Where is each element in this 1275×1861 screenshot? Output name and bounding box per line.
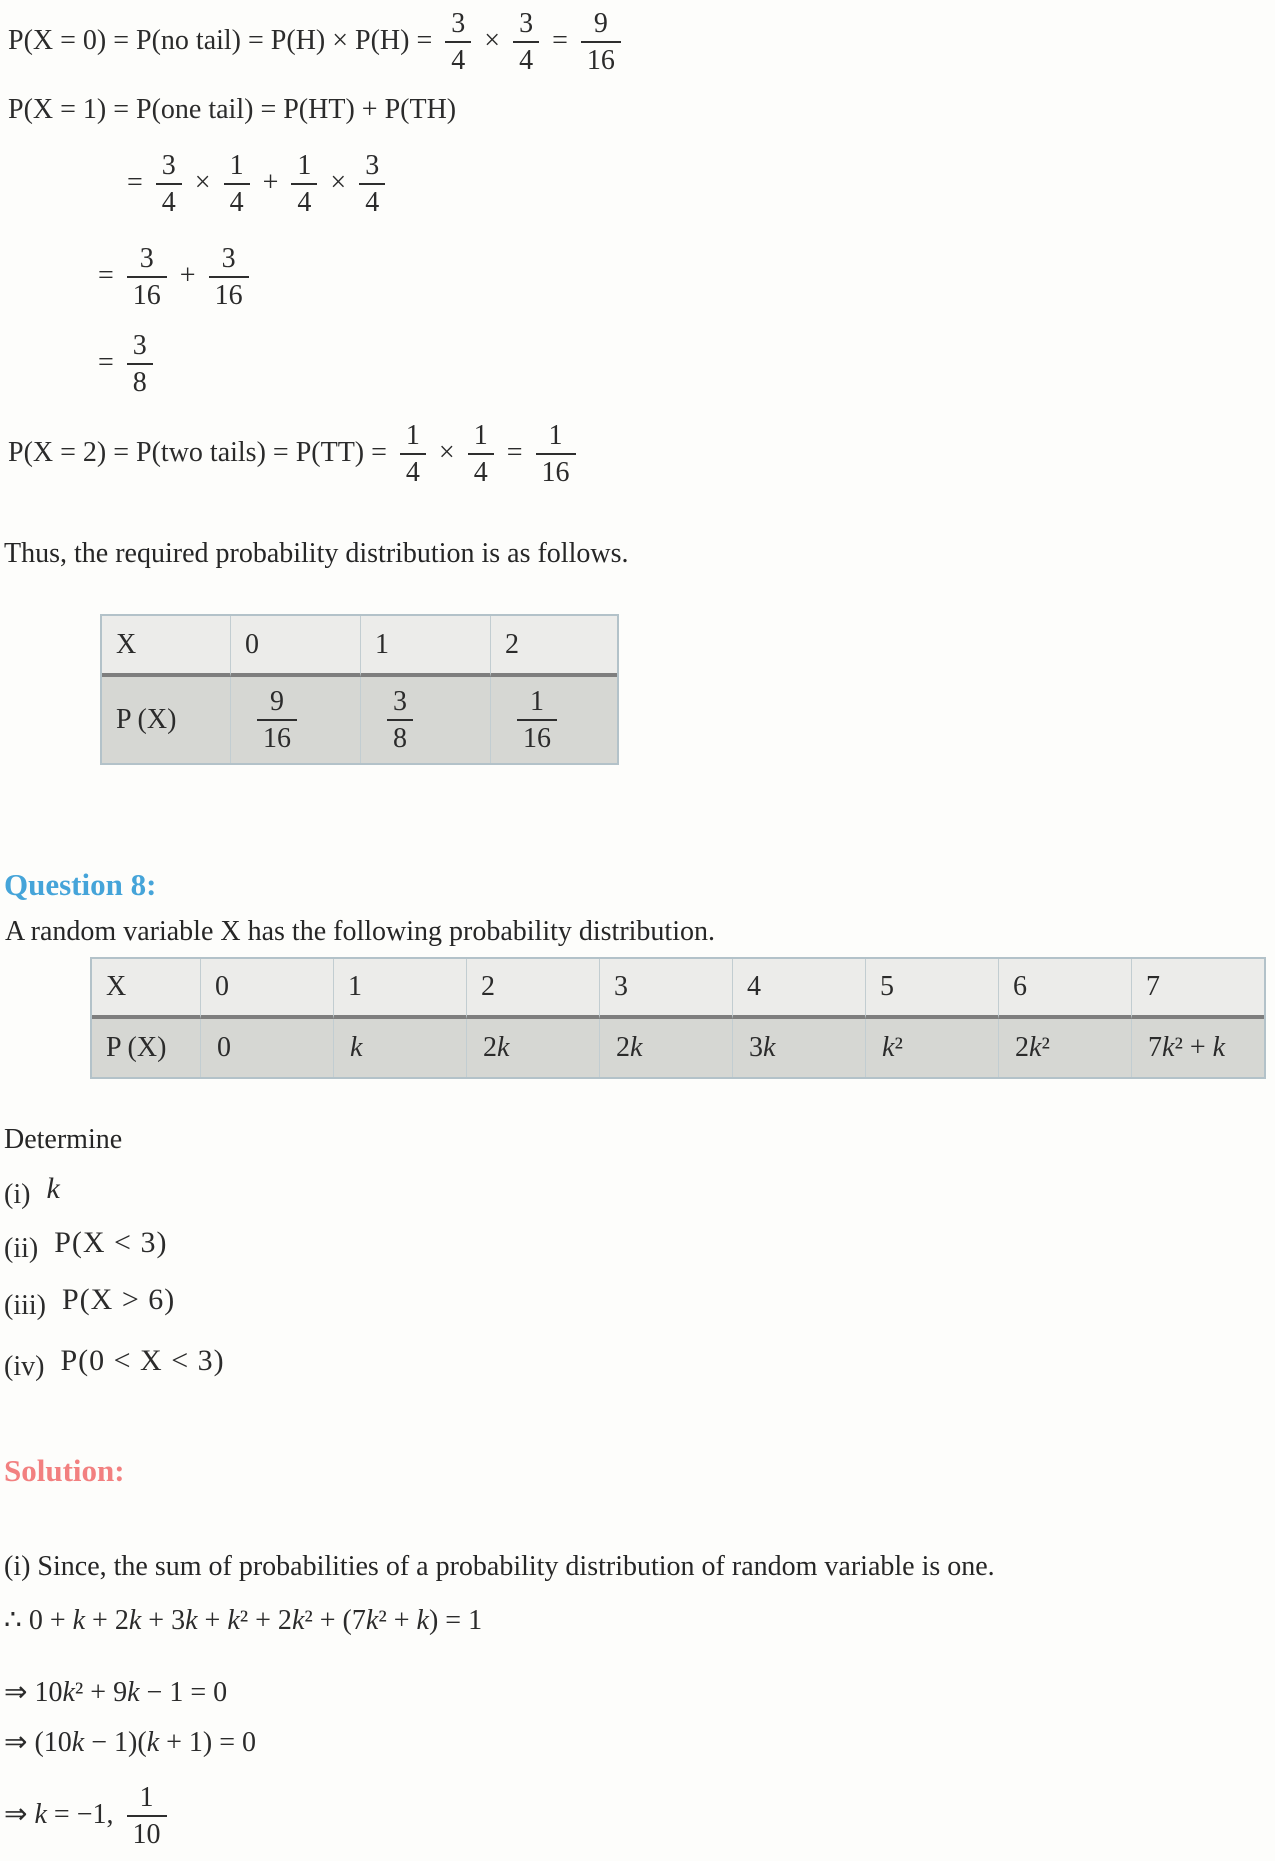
solution-step-factored: ⇒ (10k − 1)(k + 1) = 0 — [4, 1727, 257, 1758]
table1-value-1: $\frac{3}{8}$ — [360, 677, 490, 763]
table2-value-7: 7k² + k — [1131, 1019, 1264, 1077]
table2-header-7: 7 — [1131, 959, 1264, 1019]
determine-item-ii — [4, 1226, 167, 1265]
table2-header-x: X — [92, 959, 200, 1019]
probability-table-1 — [100, 614, 619, 765]
determine-item-i — [4, 1172, 61, 1211]
solution-heading: Solution: — [4, 1453, 125, 1488]
table1-value-2: $\frac{1}{16}$ — [490, 677, 617, 763]
table1-header-1: 1 — [360, 616, 490, 677]
table2-data-row — [92, 1019, 1264, 1077]
solution-step-sum: ∴ 0 + k + 2k + 3k + k² + 2k² + (7k² + k) = 1 — [4, 1605, 483, 1636]
table1-row-label: P (X) — [102, 677, 230, 763]
table2-header-row — [92, 959, 1264, 1019]
table2-header-3: 3 — [599, 959, 732, 1019]
table1-header-0: 0 — [230, 616, 360, 677]
solution-step-quadratic: ⇒ 10k² + 9k − 1 = 0 — [4, 1677, 228, 1708]
item-iii-roman: (iii) — [4, 1290, 46, 1321]
table1-data-row — [102, 677, 617, 763]
table2-header-2: 2 — [466, 959, 599, 1019]
item-iv-math: P(0 < X < 3) — [60, 1344, 225, 1377]
determine-label: Determine — [4, 1124, 123, 1155]
table2-value-1: k — [333, 1019, 466, 1077]
table2-value-4: 3k — [732, 1019, 865, 1077]
determine-item-iii — [4, 1283, 175, 1322]
table2-header-4: 4 — [732, 959, 865, 1019]
item-i-roman: (i) — [4, 1179, 31, 1210]
table2-value-3: 2k — [599, 1019, 732, 1077]
table2-header-6: 6 — [998, 959, 1131, 1019]
thus-text: Thus, the required probability distribution is as follows. — [4, 538, 629, 569]
item-i-math: k — [46, 1172, 61, 1205]
table2-value-5: k² — [865, 1019, 998, 1077]
table1-header-row — [102, 616, 617, 677]
item-ii-roman: (ii) — [4, 1233, 39, 1264]
question-heading: Question 8: — [4, 867, 157, 902]
table1-value-0: $\frac{9}{16}$ — [230, 677, 360, 763]
solution-step-roots: ⇒ k = −1, $\frac{1}{10}$ — [4, 1782, 173, 1851]
table2-header-0: 0 — [200, 959, 333, 1019]
item-iii-math: P(X > 6) — [62, 1283, 176, 1316]
table1-header-x: X — [102, 616, 230, 677]
item-iv-roman: (iv) — [4, 1351, 45, 1382]
equation-px1-step-2: = $\frac{3}{16}$ + $\frac{3}{16}$ — [98, 243, 255, 312]
equation-px0: P(X = 0) = P(no tail) = P(H) × P(H) = $\frac{3}{4}$ × $\frac{3}{4}$ = $\frac{9}{16}$ — [8, 8, 627, 77]
solution-since-text: (i) Since, the sum of probabilities of a probability distribution of random variable is one. — [4, 1551, 995, 1582]
equation-px1-step-1: = $\frac{3}{4}$ × $\frac{1}{4}$ + $\frac{1}{4}$ × $\frac{3}{4}$ — [127, 150, 391, 219]
table2-header-1: 1 — [333, 959, 466, 1019]
probability-table-2 — [90, 957, 1266, 1079]
table2-value-0: 0 — [200, 1019, 333, 1077]
equation-px2: P(X = 2) = P(two tails) = P(TT) = $\frac{1}{4}$ × $\frac{1}{4}$ = $\frac{1}{16}$ — [8, 420, 582, 489]
table2-header-5: 5 — [865, 959, 998, 1019]
determine-item-iv — [4, 1344, 225, 1383]
table2-row-label: P (X) — [92, 1019, 200, 1077]
item-ii-math: P(X < 3) — [54, 1226, 168, 1259]
table2-value-2: 2k — [466, 1019, 599, 1077]
equation-px1: P(X = 1) = P(one tail) = P(HT) + P(TH) — [8, 94, 457, 125]
question-intro: A random variable X has the following probability distribution. — [5, 916, 715, 947]
table2-value-6: 2k² — [998, 1019, 1131, 1077]
table1-header-2: 2 — [490, 616, 617, 677]
equation-px1-result: = $\frac{3}{8}$ — [98, 330, 159, 399]
